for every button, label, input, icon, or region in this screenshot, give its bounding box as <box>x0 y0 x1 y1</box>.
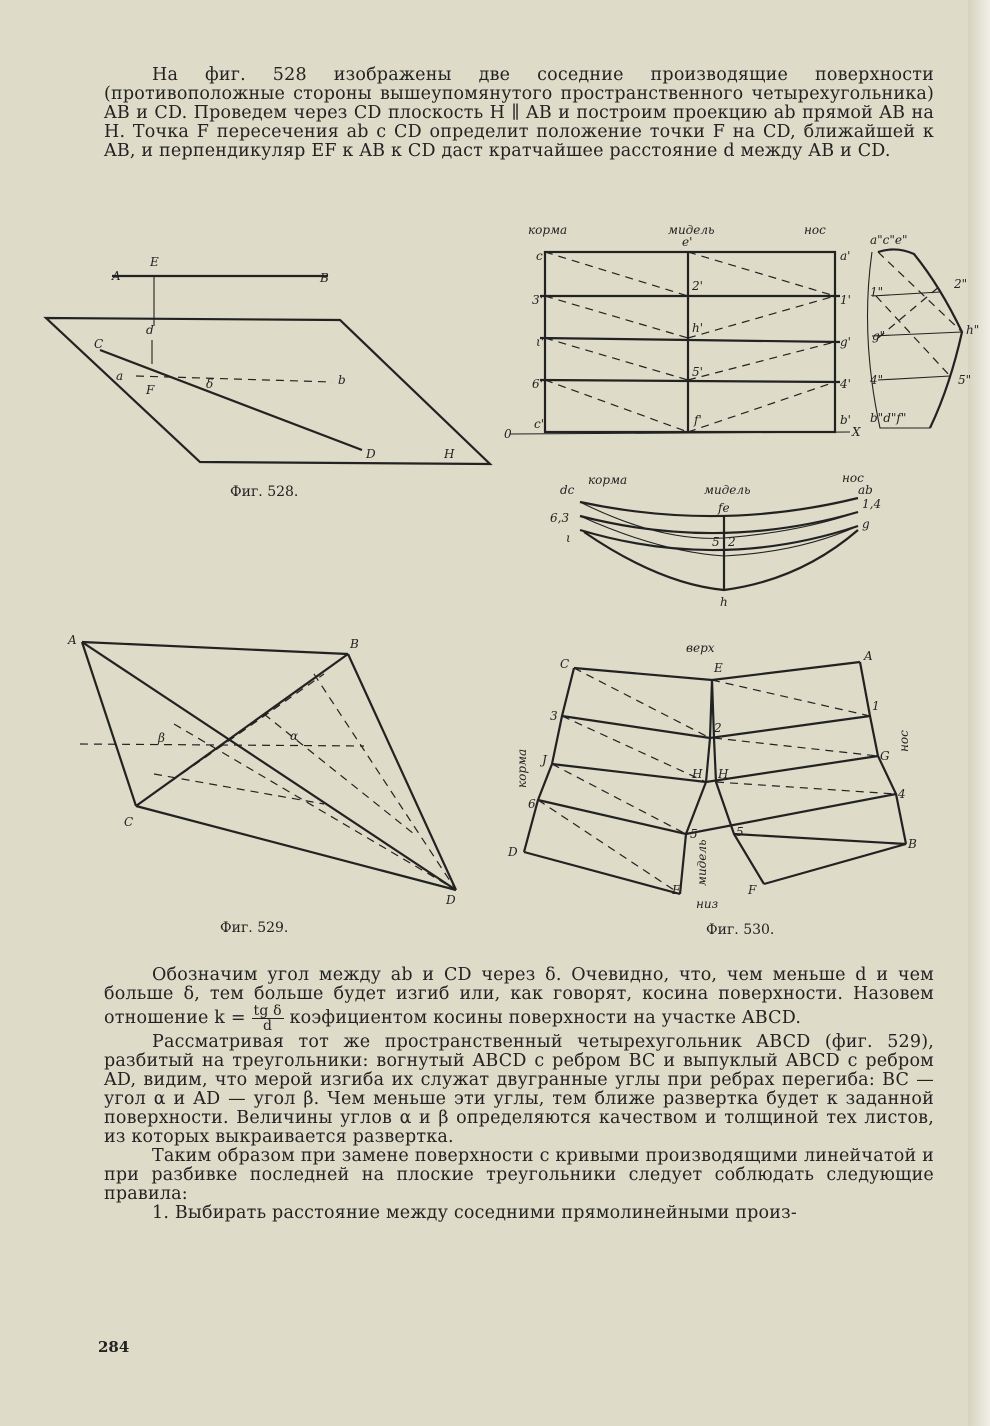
figure-529 <box>64 634 484 944</box>
svg-text:c': c' <box>536 249 547 263</box>
svg-text:6,3: 6,3 <box>550 511 570 525</box>
svg-text:δ: δ <box>206 377 214 391</box>
svg-text:E: E <box>150 255 159 269</box>
svg-text:b': b' <box>840 413 851 427</box>
figure-530-plan <box>540 472 900 612</box>
svg-text:D: D <box>446 893 456 907</box>
plan-label-bow: нос <box>842 471 864 485</box>
svg-text:B: B <box>908 837 917 851</box>
body-text <box>104 966 934 1223</box>
svg-text:B: B <box>320 271 329 285</box>
svg-text:b: b <box>338 373 346 387</box>
svg-text:5: 5 <box>712 535 720 549</box>
svg-text:C: C <box>124 815 134 829</box>
figure-530-plan-drawing <box>540 472 900 612</box>
svg-text:β: β <box>158 731 165 745</box>
svg-text:2: 2 <box>714 721 722 735</box>
svg-text:1: 1 <box>872 699 880 713</box>
svg-text:4: 4 <box>898 787 906 801</box>
plan-label-midship: мидель <box>704 483 751 497</box>
svg-text:B: B <box>350 637 359 651</box>
svg-text:F: F <box>672 883 681 897</box>
svg-text:4": 4" <box>870 373 884 387</box>
svg-text:3: 3 <box>550 709 558 723</box>
svg-text:6: 6 <box>528 797 536 811</box>
page-number: 284 <box>98 1338 130 1356</box>
svg-text:h": h" <box>966 323 980 337</box>
svg-text:A: A <box>68 633 77 647</box>
svg-text:C: C <box>560 657 570 671</box>
figure-530-projection-drawing <box>500 216 980 446</box>
svg-text:e': e' <box>682 235 693 249</box>
svg-text:h: h <box>720 595 728 609</box>
svg-text:2: 2 <box>728 535 736 549</box>
svg-text:6': 6' <box>532 377 543 391</box>
page-edge <box>968 0 990 1426</box>
body-paragraph-1b: коэфициентом косины поверхности на участке ABCD. <box>289 1008 802 1028</box>
figure-530-caption: Фиг. 530. <box>706 922 775 938</box>
svg-text:5': 5' <box>692 365 703 379</box>
formula-denominator: d <box>263 1018 273 1034</box>
svg-text:4': 4' <box>840 377 851 391</box>
dev-label-bottom: низ <box>696 897 719 911</box>
dev-label-bow: нос <box>897 730 911 752</box>
svg-text:J: J <box>542 753 547 767</box>
svg-text:G: G <box>880 749 890 763</box>
svg-text:a"c"e": a"c"e" <box>870 233 908 247</box>
body-paragraph-1 <box>104 966 934 1033</box>
svg-text:2": 2" <box>954 277 968 291</box>
svg-text:α: α <box>290 729 299 743</box>
svg-text:dc: dc <box>560 483 575 497</box>
figure-528-caption: Фиг. 528. <box>230 484 299 500</box>
svg-text:f': f' <box>694 413 702 427</box>
svg-text:F: F <box>748 883 757 897</box>
dev-label-midship: мидель <box>695 839 709 886</box>
svg-text:H: H <box>692 767 703 781</box>
svg-text:A: A <box>864 649 873 663</box>
svg-text:h': h' <box>692 321 704 335</box>
svg-text:D: D <box>508 845 518 859</box>
proj-label-bow: нос <box>804 223 826 237</box>
svg-text:H: H <box>718 767 729 781</box>
figure-529-caption: Фиг. 529. <box>220 920 289 936</box>
formula-k: k = <box>214 1008 246 1028</box>
svg-text:5: 5 <box>736 825 744 839</box>
dev-label-top: верх <box>686 641 715 655</box>
svg-text:E: E <box>714 661 723 675</box>
plan-label-stern: корма <box>588 473 628 487</box>
svg-text:2': 2' <box>692 279 703 293</box>
body-paragraph-3: Таким образом при замене поверхности с кривыми производящими линейчатой и при разбивке последней на плоские треугольники следует соблюдать следующие правила: <box>104 1146 934 1204</box>
svg-text:X: X <box>852 425 861 439</box>
figure-530-development-drawing <box>500 640 960 940</box>
body-paragraph-1a: Обозначим угол между ab и CD через δ. Очевидно, что, чем меньше d и чем больше δ, тем больше будет изгиб или, как говорят, косина поверхности. Назовем отношение <box>104 965 934 1028</box>
svg-text:g": g" <box>872 329 886 343</box>
figure-530-projection <box>500 216 980 446</box>
svg-text:1,4: 1,4 <box>862 497 882 511</box>
svg-text:1': 1' <box>840 293 851 307</box>
svg-text:5": 5" <box>958 373 972 387</box>
body-paragraph-2: Рассматривая тот же пространственный четырехугольник ABCD (фиг. 529), разбитый на треугольники: вогнутый ABCD с ребром BC и выпуклый ABCD с ребром AD, видим, что мерой изгиба их служат двугранные углы при ребрах перегиба: BC — угол α и AD — угол β. Чем меньше эти углы, тем ближе развертка будет к заданной поверхности. Величины углов α и β определяются качеством и толщиной тех листов, из которых выкраивается развертка. <box>104 1032 934 1147</box>
svg-text:ab: ab <box>858 483 873 497</box>
svg-text:ι': ι' <box>536 335 545 349</box>
svg-text:b"d"f": b"d"f" <box>870 411 907 425</box>
formula-numerator: tg δ <box>253 1003 282 1019</box>
svg-text:ι: ι <box>566 531 571 545</box>
svg-text:a': a' <box>840 249 851 263</box>
proj-label-midship: мидель <box>668 223 715 237</box>
svg-text:5: 5 <box>690 827 698 841</box>
svg-text:3': 3' <box>532 293 543 307</box>
svg-text:A: A <box>112 269 121 283</box>
proj-label-stern: корма <box>528 223 568 237</box>
dev-label-stern: корма <box>515 748 529 788</box>
svg-text:g: g <box>862 517 870 531</box>
svg-text:fe: fe <box>718 501 730 515</box>
svg-text:D: D <box>366 447 376 461</box>
intro-paragraph <box>104 66 934 161</box>
formula-fraction <box>252 1004 284 1033</box>
svg-text:0: 0 <box>504 427 512 441</box>
svg-text:a: a <box>116 369 124 383</box>
figure-528-drawing <box>40 240 500 480</box>
svg-text:g': g' <box>840 335 851 349</box>
svg-text:H: H <box>444 447 455 461</box>
figure-529-drawing <box>64 634 484 944</box>
figure-528 <box>40 240 500 500</box>
svg-text:F: F <box>146 383 155 397</box>
intro-text: На фиг. 528 изображены две соседние производящие поверхности (противоположные стороны вышеупомянутого пространственного четырехугольника) AB и CD. Проведем через CD плоскость H ∥ AB и построим проекцию ab прямой AB на H. Точка F пересечения ab с CD определит положение точки F на CD, ближайшей к AB, и перпендикуляр EF к AB к CD даст кратчайшее расстояние d между AB и CD. <box>104 65 934 161</box>
body-paragraph-4: 1. Выбирать расстояние между соседними прямолинейными произ- <box>152 1203 798 1223</box>
svg-text:1": 1" <box>870 285 884 299</box>
svg-text:C: C <box>94 337 104 351</box>
figure-530-development <box>500 640 960 940</box>
svg-text:d: d <box>146 323 154 337</box>
svg-text:c': c' <box>534 417 545 431</box>
